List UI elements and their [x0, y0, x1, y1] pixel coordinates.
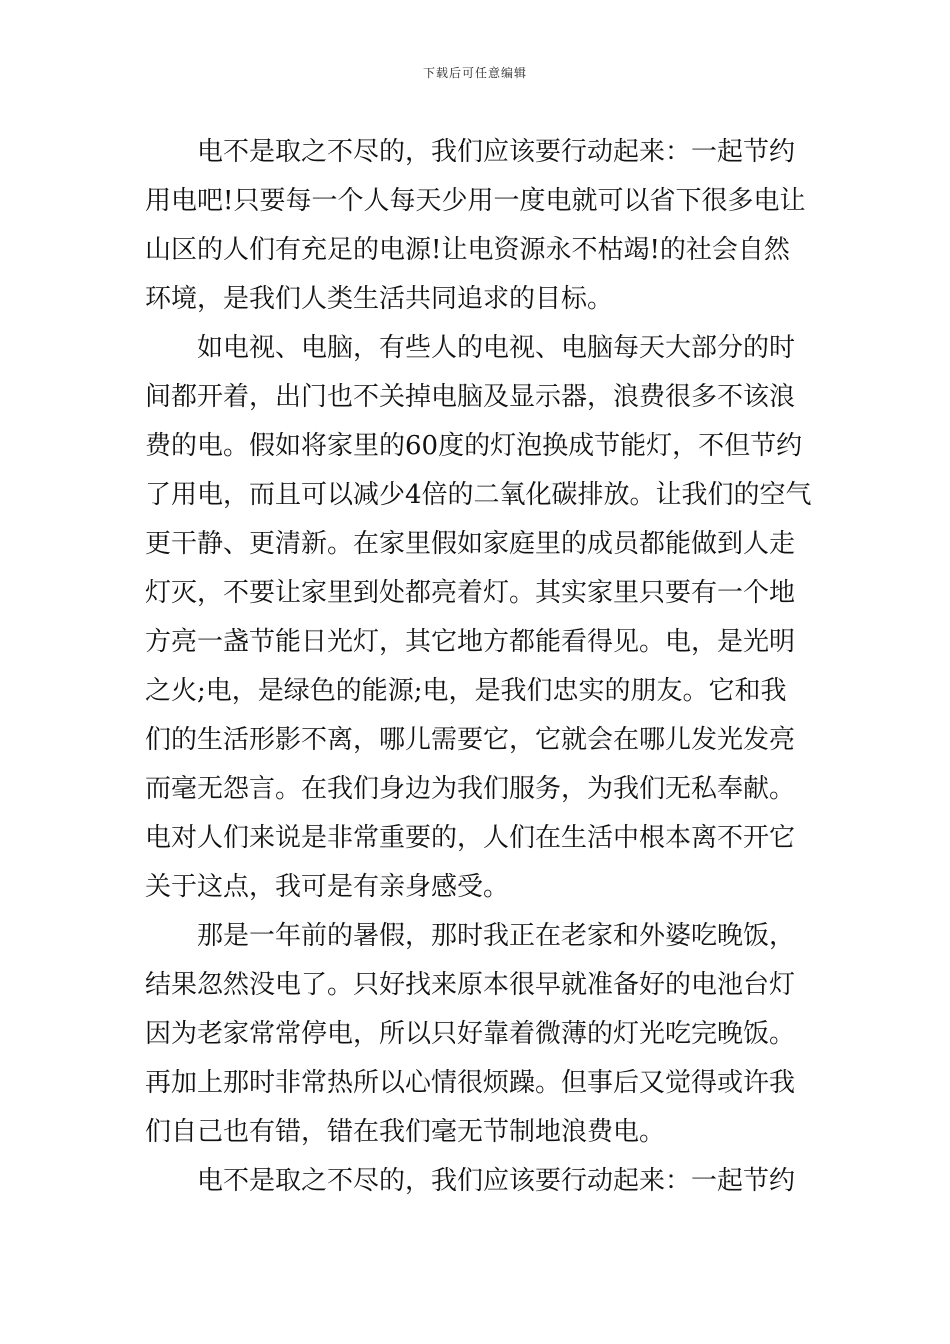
page-header: 下载后可任意编辑	[422, 66, 527, 80]
text-line: 山区的人们有充足的电源!让电资源永不枯竭!的社会自然	[145, 235, 790, 265]
text-line: 电对人们来说是非常重要的，人们在生活中根本离不开它	[145, 823, 796, 853]
text-line: 之火;电，是绿色的能源;电，是我们忠实的朋友。它和我	[145, 676, 787, 706]
text-line: 电不是取之不尽的，我们应该要行动起来：一起节约	[197, 1166, 796, 1196]
text-line: 环境，是我们人类生活共同追求的目标。	[145, 284, 614, 314]
text-line: 如电视、电脑，有些人的电视、电脑每天大部分的时	[197, 333, 796, 363]
text-line: 费的电。假如将家里的60度的灯泡换成节能灯，不但节约	[145, 431, 803, 461]
text-line: 用电吧!只要每一个人每天少用一度电就可以省下很多电让	[145, 186, 806, 216]
text-line: 那是一年前的暑假，那时我正在老家和外婆吃晚饭，	[197, 921, 796, 951]
paragraph-4	[145, 1157, 809, 1206]
text-line: 结果忽然没电了。只好找来原本很早就准备好的电池台灯	[145, 970, 796, 1000]
text-line: 关于这点，我可是有亲身感受。	[145, 872, 510, 902]
text-line: 了用电，而且可以减少4倍的二氧化碳排放。让我们的空气	[145, 480, 812, 510]
paragraph-3	[145, 912, 809, 1157]
text-line: 灯灭，不要让家里到处都亮着灯。其实家里只要有一个地	[145, 578, 796, 608]
paragraph-2	[145, 324, 812, 912]
text-line: 们自己也有错，错在我们毫无节制地浪费电。	[145, 1117, 666, 1147]
paragraph-1	[145, 128, 809, 324]
text-line: 电不是取之不尽的，我们应该要行动起来：一起节约	[197, 137, 796, 167]
text-line: 因为老家常常停电，所以只好靠着微薄的灯光吃完晚饭。	[145, 1019, 796, 1049]
text-line: 更干静、更清新。在家里假如家庭里的成员都能做到人走	[145, 529, 796, 559]
text-line: 们的生活形影不离，哪儿需要它，它就会在哪儿发光发亮	[145, 725, 796, 755]
text-line: 间都开着，出门也不关掉电脑及显示器，浪费很多不该浪	[145, 382, 796, 412]
text-line: 而毫无怨言。在我们身边为我们服务，为我们无私奉献。	[145, 774, 796, 804]
text-line: 再加上那时非常热所以心情很烦躁。但事后又觉得或许我	[145, 1068, 796, 1098]
document-body	[145, 128, 812, 1206]
text-line: 方亮一盏节能日光灯，其它地方都能看得见。电，是光明	[145, 627, 796, 657]
